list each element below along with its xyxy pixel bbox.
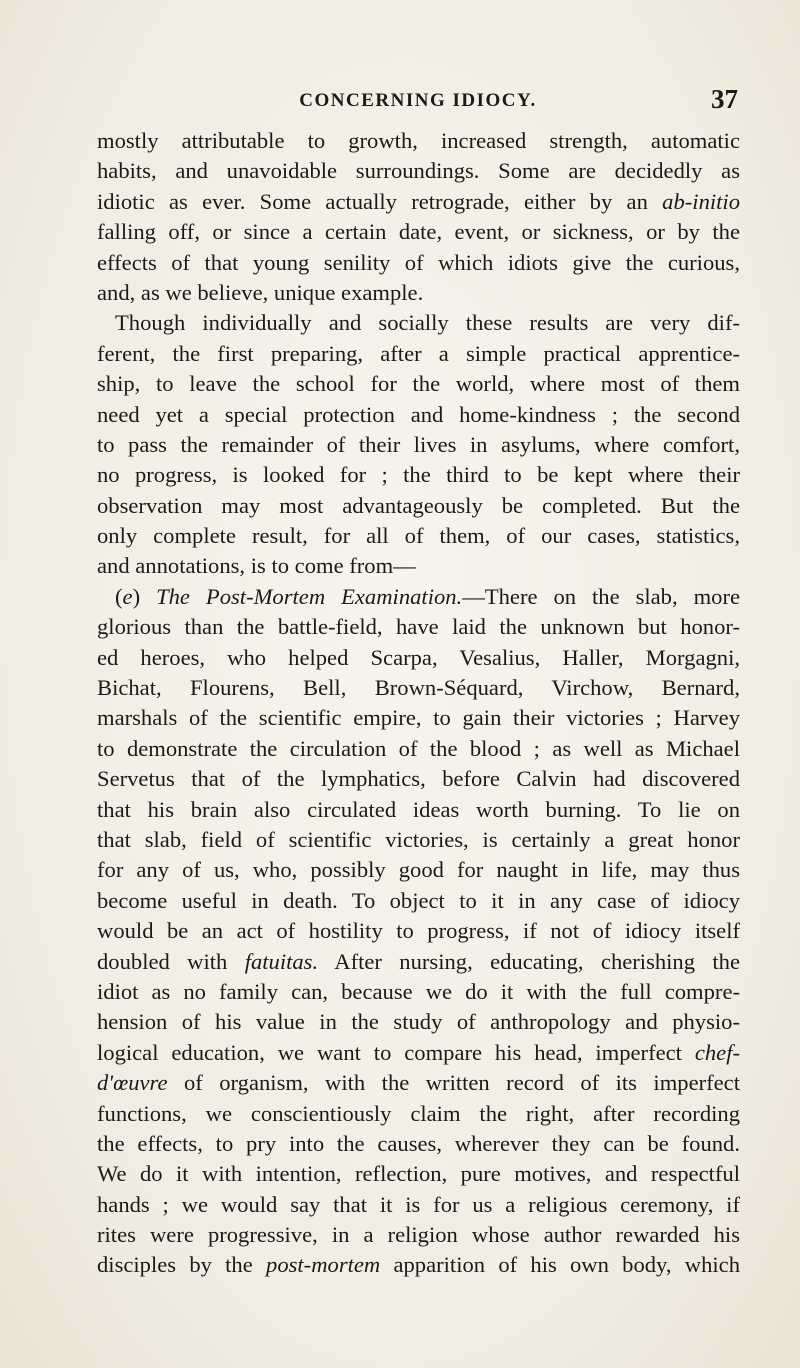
text-line: (e) The Post-Mortem Examination.—There on the slab, more [115,583,740,609]
page-number: 37 [711,84,738,114]
body-text [97,126,740,1281]
text-line: functions, we conscientiously claim the right, after recording [97,1100,740,1126]
text-line: the effects, to pry into the causes, wherever they can be found. [97,1130,740,1156]
text-line: need yet a special protection and home-kindness ; the second [97,401,740,427]
text-line: hands ; we would say that it is for us a religious ceremony, if [97,1191,740,1217]
text-line: habits, and unavoidable surroundings. Some are decidedly as [97,158,740,184]
text-line: We do it with intention, reflection, pure motives, and respectful [97,1161,740,1187]
running-head [98,84,738,118]
text-line: mostly attributable to growth, increased strength, automatic [97,128,740,153]
text-line: Servetus that of the lymphatics, before Calvin had discovered [97,766,740,792]
text-line: falling off, or since a certain date, event, or sickness, or by the [97,219,740,245]
text-line: and annotations, is to come from— [97,553,416,579]
text-line: ed heroes, who helped Scarpa, Vesalius, Haller, Morgagni, [97,644,740,670]
text-line: logical education, we want to compare his head, imperfect chef- [97,1039,740,1065]
text-line: d'œuvre of organism, with the written record of its imperfect [97,1070,740,1096]
text-line: would be an act of hostility to progress, if not of idiocy itself [97,918,740,944]
text-line: glorious than the battle-field, have laid the unknown but honor- [97,614,740,640]
text-line: and, as we believe, unique example. [97,279,424,305]
text-line: idiot as no family can, because we do it with the full compre- [97,978,740,1004]
text-line: only complete result, for all of them, of our cases, statistics, [97,523,740,549]
text-line: idiotic as ever. Some actually retrograde, either by an ab-initio [97,188,740,214]
text-line: become useful in death. To object to it in any case of idiocy [97,887,740,913]
text-line: disciples by the post-mortem apparition of his own body, which [97,1252,740,1278]
text-line: that slab, field of scientific victories, is certainly a great honor [97,826,740,852]
text-line: Bichat, Flourens, Bell, Brown-Séquard, Virchow, Bernard, [97,675,740,701]
text-line: Though individually and socially these results are very dif- [115,310,740,336]
text-line: ship, to leave the school for the world, where most of them [97,371,740,397]
text-line: marshals of the scientific empire, to gain their victories ; Harvey [97,705,740,731]
text-line: hension of his value in the study of anthropology and physio- [97,1009,740,1035]
running-title: CONCERNING IDIOCY. [299,90,537,111]
text-line: rites were progressive, in a religion whose author rewarded his [97,1222,740,1248]
text-line: effects of that young senility of which idiots give the curious, [97,249,740,275]
text-line: doubled with fatuitas. After nursing, educating, cherishing the [97,948,740,974]
text-line: ferent, the first preparing, after a simple practical apprentice- [97,340,740,366]
text-line: to pass the remainder of their lives in asylums, where comfort, [97,431,740,457]
text-line: no progress, is looked for ; the third to be kept where their [97,462,740,488]
text-line: that his brain also circulated ideas worth burning. To lie on [97,796,740,822]
text-line: for any of us, who, possibly good for naught in life, may thus [97,857,740,883]
text-line: observation may most advantageously be completed. But the [97,492,740,518]
text-line: to demonstrate the circulation of the blood ; as well as Michael [97,735,740,761]
